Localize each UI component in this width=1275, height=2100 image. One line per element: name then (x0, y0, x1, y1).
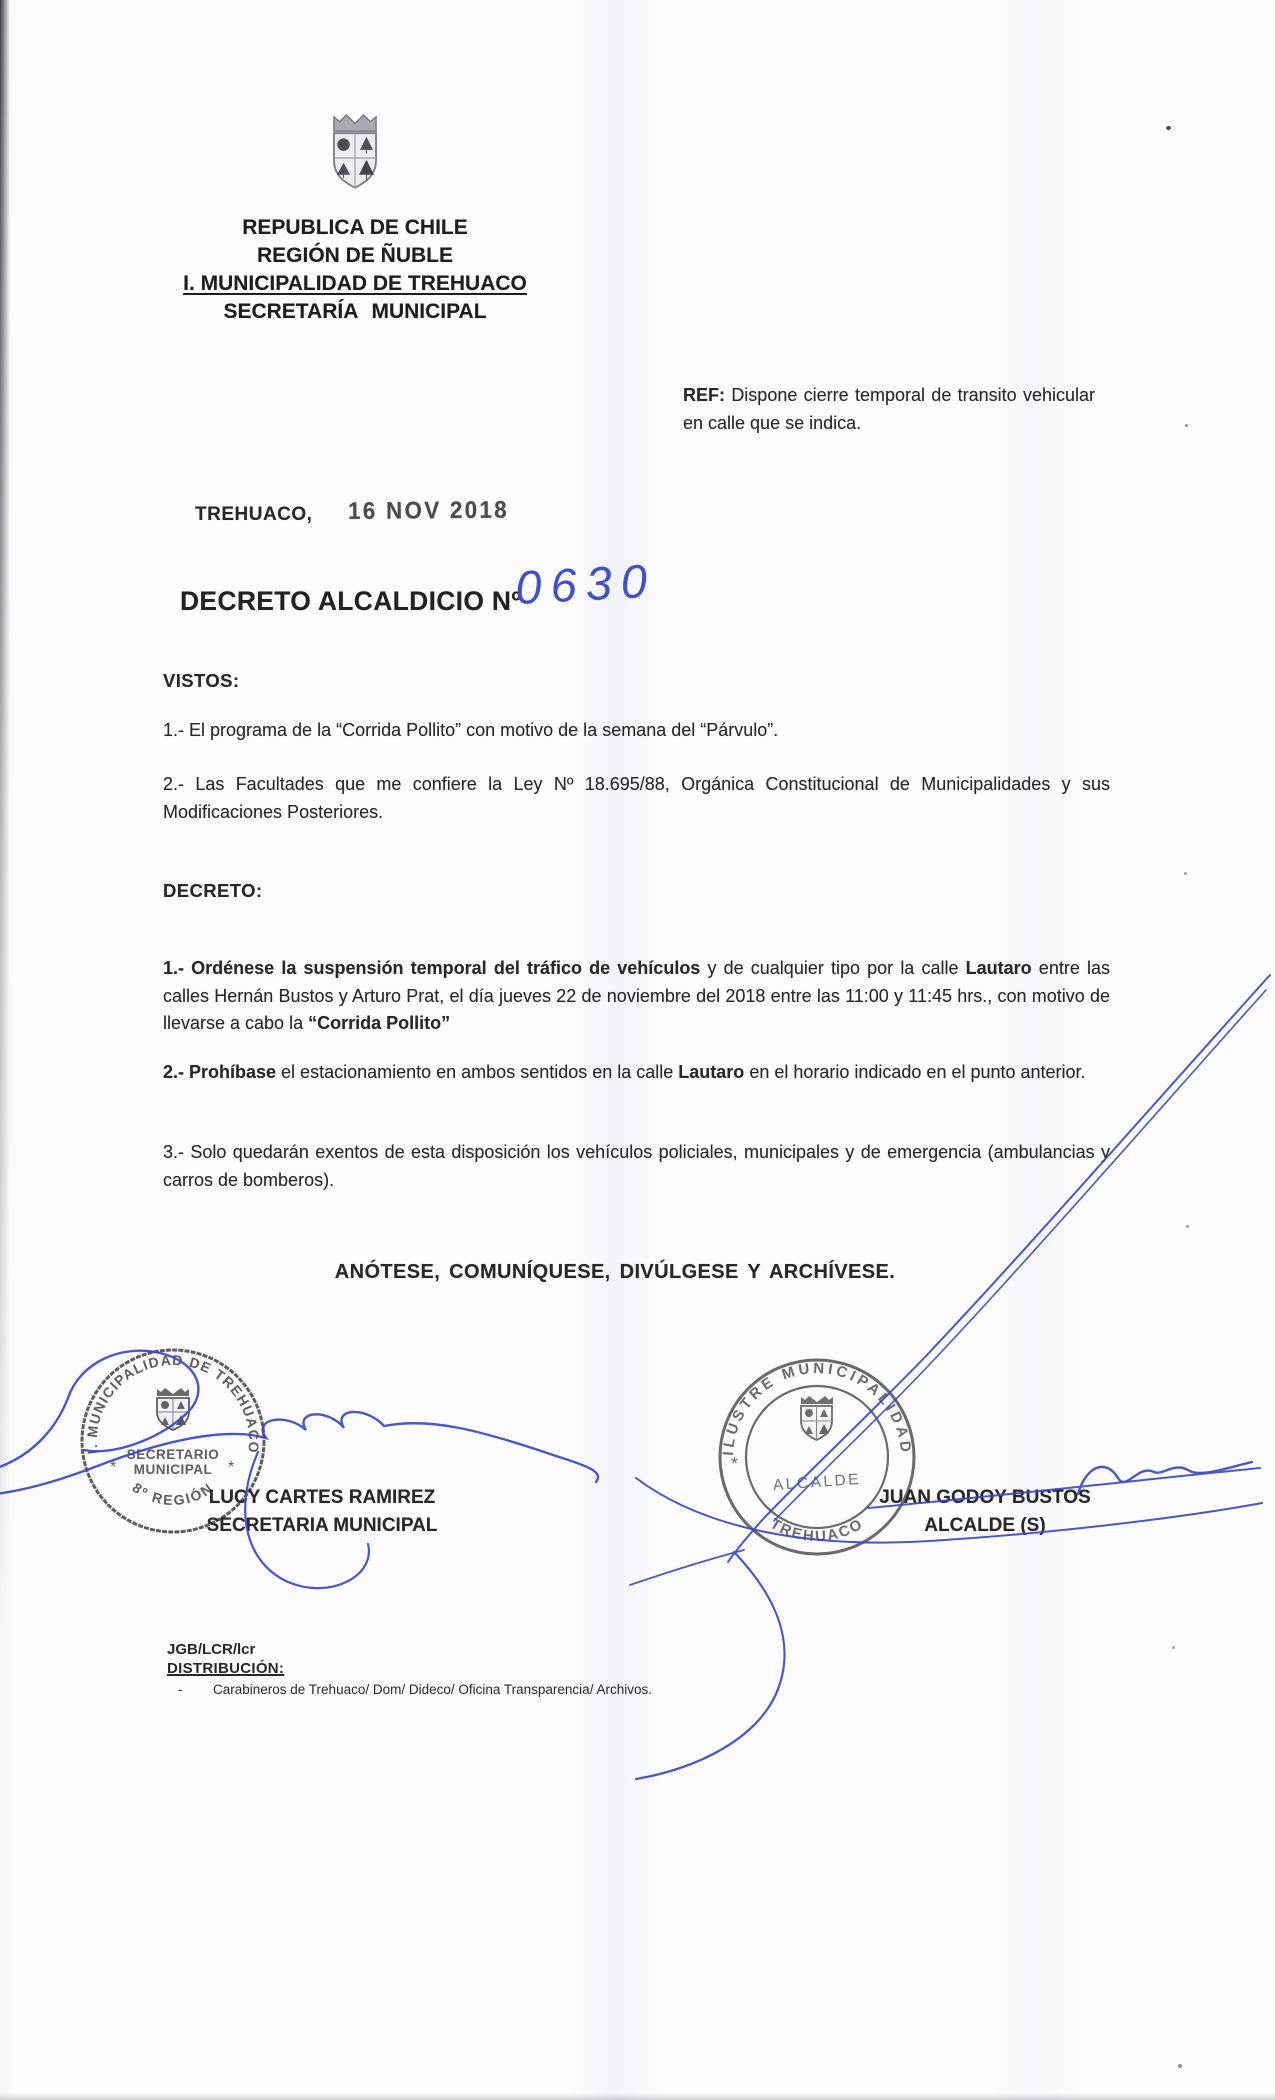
vistos-heading: VISTOS: (163, 670, 240, 691)
signatory-title: ALCALDE (S) (924, 1515, 1046, 1536)
reference-text: Dispone cierre temporal de transito vehicular en calle que se indica. (683, 385, 1095, 433)
letterhead-region: REGIÓN DE ÑUBLE (256, 244, 453, 267)
signatory-name: JUAN GODOY BUSTOS (879, 1487, 1091, 1508)
dateline-city: TREHUACO, (195, 504, 313, 525)
text-segment: 1.- Ordénese la suspensión temporal del tráfico de vehículos (163, 958, 701, 978)
closing-line: ANÓTESE, COMUNÍQUESE, DIVÚLGESE Y ARCHÍVESE. (334, 1261, 896, 1283)
footer-initials: JGB/LCR/lcr (167, 1641, 256, 1658)
scan-artifact-dot (1185, 424, 1188, 427)
vistos-item-1: 1.- El programa de la “Corrida Pollito” con motivo de la semana del “Párvulo”. (163, 720, 779, 740)
signatory-name: LUCY CARTES RAMIREZ (208, 1487, 436, 1508)
scan-artifact-dot (1184, 872, 1187, 875)
decreto-heading: DECRETO: (163, 880, 263, 901)
coat-of-arms-icon (311, 108, 399, 208)
text-segment: 2.- Prohíbase (163, 1062, 277, 1082)
text-segment: 3.- Solo quedarán exentos de esta disposición los vehículos policiales, municipales y de emergencia (ambulancias y carros de bomberos). (163, 1142, 1110, 1190)
decreto-item-1 (163, 955, 1110, 1038)
stamp-ring-top-text: ILUSTRE MUNICIPALIDAD (719, 1359, 915, 1457)
distribution-item (167, 1682, 767, 1697)
decree-title: DECRETO ALCALDICIO Nº (180, 586, 522, 616)
reference-block (683, 382, 1095, 437)
text-segment: el estacionamiento en ambos sentidos en la calle (276, 1062, 679, 1082)
stamp-center-line1: SECRETARIO (126, 1447, 220, 1462)
stamp-star-icon: * (228, 1459, 235, 1476)
decreto-item-3 (163, 1139, 1110, 1194)
text-segment: “Corrida Pollito” (308, 1013, 451, 1033)
decreto-item-2 (163, 1059, 1110, 1087)
date-received-stamp: 16 NOV 2018 (348, 496, 510, 525)
stamp-ring-bottom-text: TREHUACO (767, 1515, 867, 1546)
signature-block-right (845, 1484, 1125, 1540)
scan-artifact-dot (1186, 1225, 1189, 1228)
letterhead-municipality: I. MUNICIPALIDAD DE TREHUACO (183, 272, 527, 295)
scan-bottom-shadow (0, 2093, 1275, 2100)
stamp-star-icon: * (731, 1454, 739, 1474)
signatory-title: SECRETARIA MUNICIPAL (206, 1515, 438, 1536)
decree-number-handwritten: 0630 (514, 553, 658, 614)
distribution-item-text: Carabineros de Trehuaco/ Dom/ Dideco/ Oficina Transparencia/ Archivos. (213, 1682, 652, 1697)
scan-artifact-dot (1172, 1646, 1175, 1649)
stamp-star-icon: * (110, 1459, 117, 1476)
signature-block-left (172, 1484, 472, 1540)
text-segment: Lautaro (678, 1062, 745, 1082)
stamp-center-text: ALCALDE (772, 1470, 862, 1495)
letterhead-office: SECRETARÍA MUNICIPAL (223, 300, 487, 323)
stamp-shield-icon (801, 1396, 833, 1440)
bullet-dash: - (178, 1682, 183, 1697)
scan-edge-shadow (0, 0, 10, 2100)
text-segment: entre las calles Hernán Bustos y Arturo Prat, el día jueves 22 de noviembre del 2018 entre las 11:00 y 11:45 hrs., con motivo de llevarse a cabo la (163, 958, 1110, 1033)
text-segment: y de cualquier tipo por la calle (700, 958, 966, 978)
letterhead (150, 108, 560, 326)
stamp-ring-bottom-text: 8º REGIÓN (129, 1479, 217, 1509)
vistos-item-2: 2.- Las Facultades que me confiere la Ley Nº 18.695/88, Orgánica Constitucional de Municipalidades y sus Modificaciones Posteriores. (163, 774, 1110, 822)
reference-label: REF: (683, 385, 725, 405)
stamp-center-line2: MUNICIPAL (133, 1462, 213, 1477)
letterhead-country: REPUBLICA DE CHILE (242, 216, 468, 239)
stamp-ring-top-text: I. MUNICIPALIDAD DE TREHUACO (83, 1351, 263, 1456)
scan-artifact-dot (1166, 126, 1171, 130)
text-segment: Lautaro (965, 958, 1032, 978)
scan-artifact-dot (1178, 2064, 1182, 2068)
stamp-shield-icon (157, 1388, 189, 1430)
distribution-heading: DISTRIBUCIÓN: (167, 1660, 285, 1677)
text-segment: en el horario indicado en el punto anterior. (744, 1062, 1086, 1082)
